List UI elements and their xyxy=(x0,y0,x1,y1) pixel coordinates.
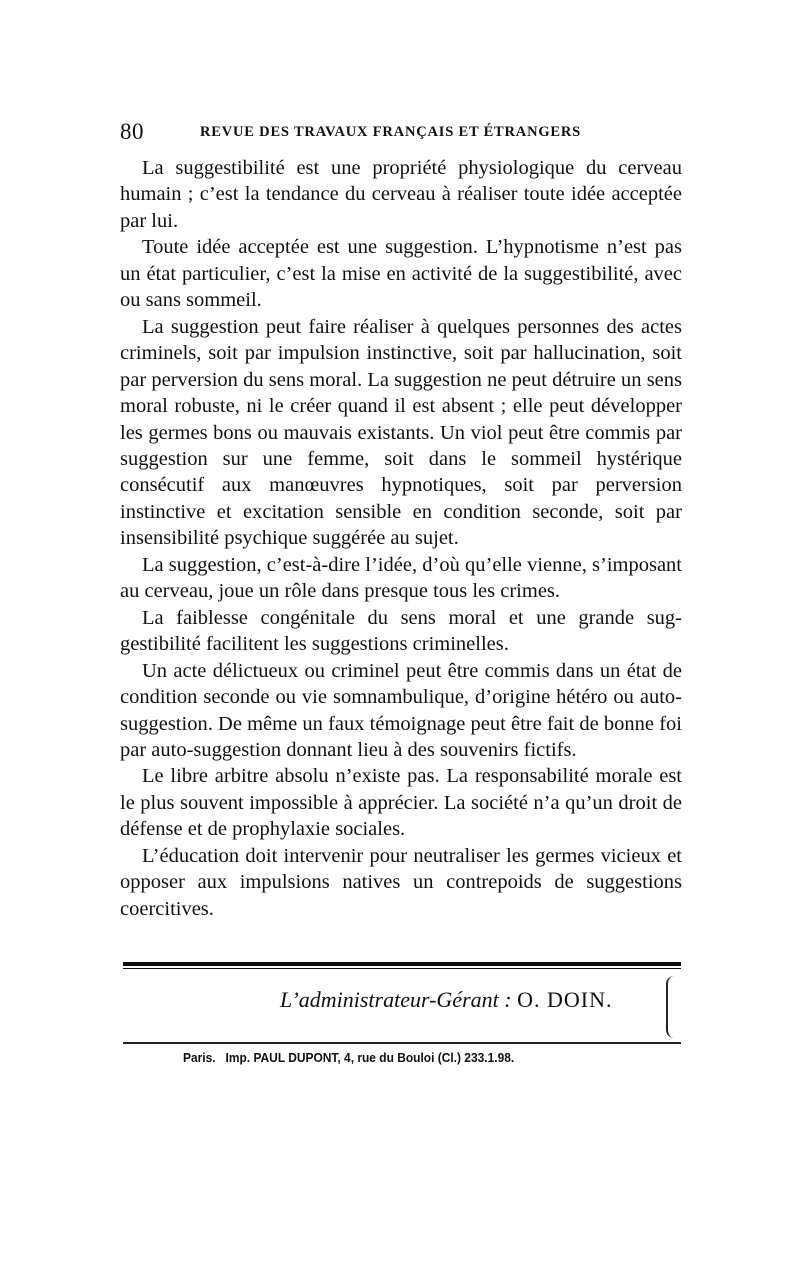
paragraph: Le libre arbitre absolu n’existe pas. La responsabilité morale est le plus souvent impossible à apprécier. La société n’a qu’un droit de défense et de prophylaxie sociales. xyxy=(120,765,682,841)
body-text xyxy=(120,155,682,922)
paragraph: L’éducation doit intervenir pour neutraliser les germes vicieux et opposer aux impulsions natives un contrepoids de suggestions coercitives. xyxy=(120,844,682,920)
paragraph: Un acte délictueux ou criminel peut être commis dans un état de condition seconde ou vie somnambulique, d’origine hétéro ou auto-suggestion. De même un faux témoignage peut être fait de bonne foi par auto-suggestion donnant lieu à des souvenirs fictifs. xyxy=(120,659,682,761)
paragraph: La suggestion peut faire réaliser à quelques personnes des actes criminels, soit par impulsion instinctive, soit par hallucination, soit par perversion du sens moral. La suggestion ne peut détruire un sens moral robuste, ni le créer quand il est absent ; elle peut développer les germes bons ou mauvais existants. Un viol peut être commis par suggestion sur une femme, soit dans le sommeil hystérique consécutif aux manœuvres hypnotiques, soit par perversion instinctive et excitation sensible en condition seconde, soit par insensibilité psychique suggérée au sujet. xyxy=(120,315,682,550)
running-head xyxy=(120,117,682,147)
gerant-line xyxy=(280,980,640,1020)
page-number: 80 xyxy=(120,119,144,144)
paragraph: La faiblesse congénitale du sens moral et une grande suggestibilité facilitent les suggestions criminelles. xyxy=(120,606,682,656)
gerant-label: L’administrateur-Gérant : xyxy=(280,987,512,1012)
footer-rule-bottom xyxy=(123,1042,681,1044)
footer-rule-thin xyxy=(123,968,681,969)
journal-title: REVUE DES TRAVAUX FRANÇAIS ET ÉTRANGERS xyxy=(200,124,582,140)
paragraph: La suggestion, c’est-à-dire l’idée, d’où qu’elle vienne, s’imposant au cerveau, joue un rôle dans presque tous les crimes. xyxy=(120,553,682,603)
footer-rule-thick xyxy=(123,962,681,966)
bracket-ornament xyxy=(666,976,682,1038)
paragraph: Toute idée acceptée est une suggestion. L’hypnotisme n’est pas un état particulier, c’est la mise en activité de la suggestibilité, avec ou sans sommeil. xyxy=(120,236,682,312)
printer-imprint: Paris. Imp. PAUL DUPONT, 4, rue du Bouloi (Cl.) 233.1.98. xyxy=(183,1050,515,1065)
paragraph: La suggestibilité est une propriété physiologique du cerveau humain ; c’est la tendance du cerveau à réaliser toute idée acceptée par lui. xyxy=(120,157,682,232)
gerant-name: O. DOIN. xyxy=(517,987,613,1012)
